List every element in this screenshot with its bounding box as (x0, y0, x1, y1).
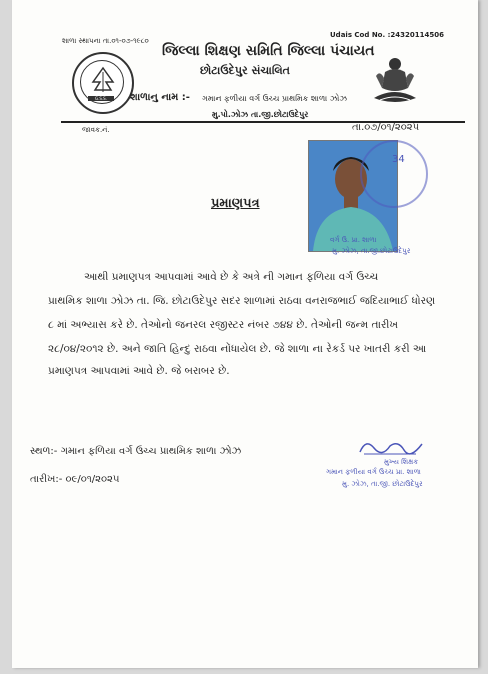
letter-date: તા.૦૭/૦૧/૨૦૨૫ (352, 122, 420, 133)
saraswati-emblem-icon (370, 54, 420, 108)
photo-stamp-line2: વર્ગ ઉ. પ્રા. શાળા (330, 236, 377, 244)
certificate-page (12, 0, 478, 668)
school-name: ગમાન ફળીયા વર્ગ ઉચ્ચ પ્રાથમિક શાળા ઝોઝ (202, 94, 347, 103)
established-date: શાળા સ્થાપના તા.૦૧-૦૭-૧૯૮૦ (62, 37, 149, 45)
udise-code: Udais Cod No. :24320114506 (330, 31, 444, 39)
body-line: પ્રમાણપત્ર આપવામાં આવે છે. જે બરાબર છે. (48, 365, 230, 377)
place-line: સ્થળ:- ગમાન ફળિયા વર્ગ ઉચ્ચ પ્રાથમિક શાળા ઝોઝ (30, 446, 242, 457)
school-label: શાળાનુ નામ :- (130, 92, 190, 103)
body-line: ૨૮/૦૪/૨૦૧૨ છે. અને જાતિ હિન્દુ રાઠવા નોંધાયેલ છે. જે શાળા ના રેકર્ડ પર ખાતરી કરી આ (48, 343, 427, 355)
signature (356, 436, 426, 460)
school-address: મુ.પો.ઝોઝ તા.જી.છોટાઉદેપુર (212, 110, 309, 119)
body-line: પ્રાથમિક શાળા ઝોઝ તા. જિ. છોટાઉદેપુર સદર શાળામાં રાઠવા વનરાજભાઈ જદિયાભાઈ ધોરણ (48, 295, 436, 307)
signatory-address: મુ. ઝોઝ, તા.જી. છોટાઉદેપુર (342, 480, 423, 488)
photo-stamp-line1: મુ. ઝોઝ, તા.જી.છોટાઉદેપુર (332, 247, 411, 255)
photo-stamp-mark: 34 (392, 154, 405, 165)
outward-number: જાવક.નં. (82, 126, 110, 134)
body-line: આથી પ્રમાણપત્ર આપવામાં આવે છે કે અત્રે ની ગમાન ફળિયા વર્ગ ઉચ્ચ (84, 271, 379, 283)
signatory-designation: મુખ્ય શિક્ષક (384, 458, 419, 466)
signatory-school: ગમાન ફળીયા વર્ગ ઉચ્ચ પ્રા. શાળા (326, 468, 421, 476)
date-line: તારીખ:- ૦૯/૦૧/૨૦૨૫ (30, 474, 120, 485)
photo-stamp-ring (360, 140, 428, 208)
letterhead-subtitle: છોટાઉદેપુર સંચાલિત (200, 64, 290, 77)
letterhead-title: જિલ્લા શિક્ષણ સમિતિ જિલ્લા પંચાયત (162, 43, 375, 59)
school-logo: G.S.S. (72, 52, 134, 114)
certificate-title: પ્રમાણપત્ર (211, 196, 260, 211)
body-line: ૮ માં અભ્યાસ કરે છે. તેઓનો જનરલ રજીસ્ટર નંબર ૭૪૪ છે. તેઓની જન્મ તારીખ (48, 319, 399, 331)
